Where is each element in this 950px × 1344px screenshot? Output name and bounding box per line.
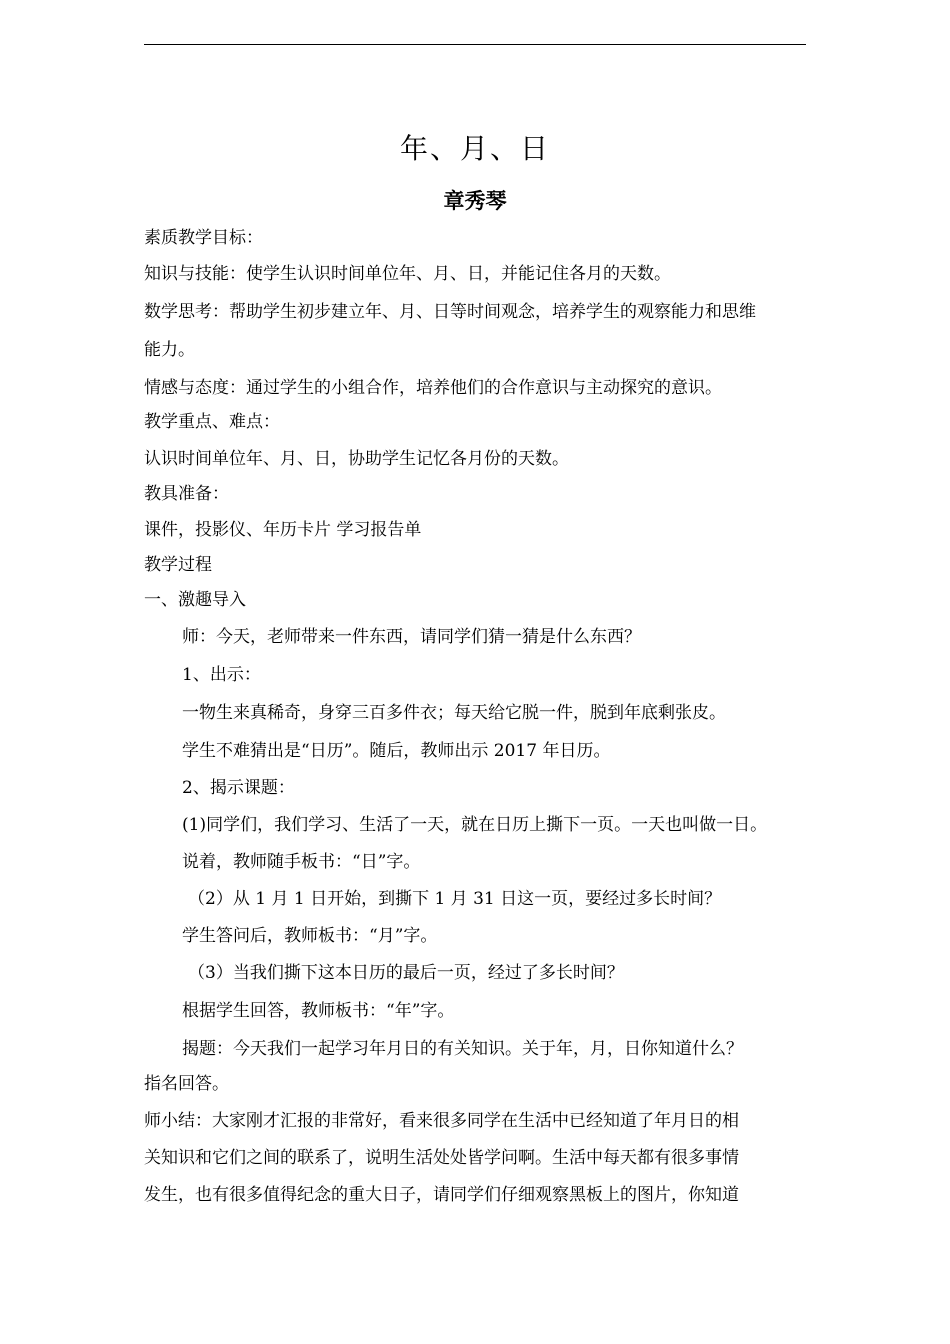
paragraph-line: 1、出示： xyxy=(182,665,261,685)
paragraph-line: 指名回答。 xyxy=(144,1074,229,1094)
paragraph-line: 知识与技能：使学生认识时间单位年、月、日，并能记住各月的天数。 xyxy=(144,264,671,284)
paragraph-line: 师：今天，老师带来一件东西，请同学们猜一猜是什么东西？ xyxy=(182,627,641,647)
paragraph-line: 师小结：大家刚才汇报的非常好，看来很多同学在生活中已经知道了年月日的相 xyxy=(144,1111,739,1131)
paragraph-line: 情感与态度：通过学生的小组合作，培养他们的合作意识与主动探究的意识。 xyxy=(144,378,722,398)
paragraph-line: 数学思考：帮助学生初步建立年、月、日等时间观念，培养学生的观察能力和思维 xyxy=(144,302,756,322)
section-heading-intro: 一、激趣导入 xyxy=(144,590,246,610)
paragraph-line: （3）当我们撕下这本日历的最后一页，经过了多长时间？ xyxy=(188,963,624,983)
section-heading-objectives: 素质教学目标： xyxy=(144,228,263,248)
paragraph-line: 能力。 xyxy=(144,340,195,360)
paragraph-line: 一物生来真稀奇，身穿三百多件衣；每天给它脱一件，脱到年底剩张皮。 xyxy=(182,703,726,723)
paragraph-line: 发生，也有很多值得纪念的重大日子，请同学们仔细观察黑板上的图片，你知道 xyxy=(144,1185,739,1205)
paragraph-line: 揭题：今天我们一起学习年月日的有关知识。关于年，月，日你知道什么？ xyxy=(182,1039,743,1059)
document-title: 年、月、日 xyxy=(399,132,550,165)
paragraph-line: 学生答问后，教师板书：“月”字。 xyxy=(182,926,438,946)
section-heading-materials: 教具准备： xyxy=(144,484,229,504)
paragraph-line: 根据学生回答，教师板书：“年”字。 xyxy=(182,1001,455,1021)
paragraph-line: (1)同学们，我们学习、生活了一天，就在日历上撕下一页。一天也叫做一日。 xyxy=(182,815,768,835)
paragraph-line: 2、揭示课题： xyxy=(182,778,295,798)
paragraph-line: 说着，教师随手板书：“日”字。 xyxy=(182,852,421,872)
paragraph-line: 学生不难猜出是“日历”。随后，教师出示 2017 年日历。 xyxy=(182,741,611,761)
paragraph-line: （2）从 1 月 1 日开始，到撕下 1 月 31 日这一页，要经过多长时间？ xyxy=(188,889,722,909)
paragraph-line: 课件，投影仪、年历卡片 学习报告单 xyxy=(144,520,422,540)
paragraph-line: 认识时间单位年、月、日，协助学生记忆各月份的天数。 xyxy=(144,449,569,469)
document-author: 章秀琴 xyxy=(443,189,507,213)
paragraph-line: 关知识和它们之间的联系了，说明生活处处皆学问啊。生活中每天都有很多事情 xyxy=(144,1148,739,1168)
header-rule xyxy=(144,44,806,45)
section-heading-key-points: 教学重点、难点： xyxy=(144,412,280,432)
section-heading-process: 教学过程 xyxy=(144,555,212,575)
